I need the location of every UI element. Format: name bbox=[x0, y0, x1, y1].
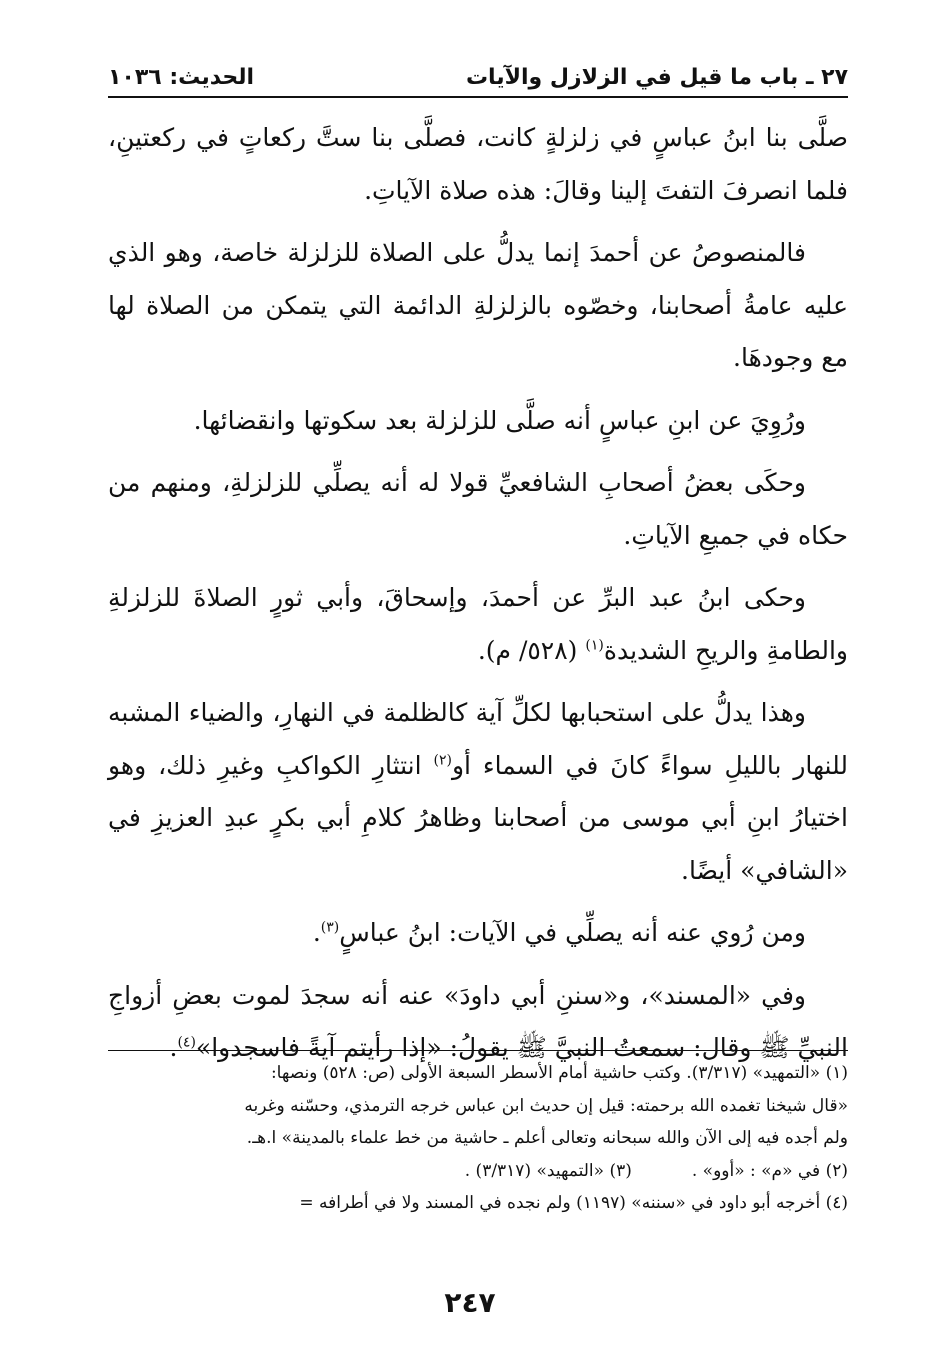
paragraph-2: فالمنصوصُ عن أحمدَ إنما يدلُّ على الصلاة للزلزلة خاصة، وهو الذي عليه عامةُ أصحابنا، وخصّوه بالزلزلةِ الدائمة التي يتمكن من الصلاة لها مع وجودهَا. bbox=[108, 238, 848, 372]
footnote-1-line-3: ولم أجده فيه إلى الآن والله سبحانه وتعالى أعلم ـ حاشية من خط علماء بالمدينة» ا.هـ. bbox=[246, 1128, 848, 1148]
footnote-1-line-1: (١) «التمهيد» (٣/٣١٧). وكتب حاشية أمام الأسطر السبعة الأولى (ص: ٥٢٨) ونصها: bbox=[270, 1063, 848, 1083]
manuscript-reference: (٥٢٨/ م). bbox=[477, 635, 578, 665]
footnote-2: (٢) في «م» : «أوو» . bbox=[691, 1160, 848, 1181]
footnotes bbox=[108, 1050, 848, 1220]
chapter-title: ٢٧ ـ باب ما قيل في الزلازل والآيات bbox=[465, 65, 848, 90]
paragraph-8-period: . bbox=[169, 1033, 178, 1062]
paragraph-8-text: وفي «المسند»، و«سننِ أبي داودَ» عنه أنه سجدَ لموت بعضِ أزواجِ النبيِّ ﷺ وقال: سمعتُ النبيَّ ﷺ يقولُ: «إذا رأيتم آيةً فاسجدوا» bbox=[108, 980, 848, 1062]
footnote-3: (٣) «التمهيد» (٣/٣١٧) . bbox=[464, 1160, 632, 1181]
paragraph-6-text-b: انتثارِ الكواكبِ وغيرِ ذلك، وهو اختيارُ ابنِ أبي موسى من أصحابنا وظاهرُ كلامِ أبي بكرٍ عبدِ العزيزِ في «الشافي» أيضًا. bbox=[108, 750, 848, 885]
paragraph-7-text: ومن رُوي عنه أنه يصلِّي في الآيات: ابنُ عباسٍ bbox=[339, 918, 806, 947]
hadith-number: الحديث: ١٠٣٦ bbox=[108, 65, 255, 90]
paragraph-6-text-a: وهذا يدلُّ على استحبابها لكلِّ آية كالظلمة في النهارِ، والضياء المشبه للنهار بالليلِ سواءً كانَ في السماء أو bbox=[108, 698, 848, 780]
paragraph-5-text: وحكى ابنُ عبد البرِّ عن أحمدَ، وإسحاقَ، وأبي ثورٍ الصلاةَ للزلزلةِ والطامةِ والريحِ الشديدة bbox=[108, 583, 848, 665]
page-number: ٢٤٧ bbox=[444, 1286, 496, 1319]
footnote-marker-3: (٣) bbox=[320, 919, 340, 936]
paragraph-1: صلَّى بنا ابنُ عباسٍ في زلزلةٍ كانت، فصلَّى بنا ستَّ ركعاتٍ في ركعتينِ، فلما انصرفَ التفتَ إلينا وقالَ: هذه صلاة الآياتِ. bbox=[108, 123, 848, 205]
body-text bbox=[108, 112, 848, 1085]
footnote-marker-1: (١) bbox=[585, 637, 604, 654]
footnote-marker-2: (٢) bbox=[433, 752, 452, 769]
footnote-row-2-3 bbox=[108, 1155, 848, 1188]
footnote-1-line-2: «قال شيخنا تغمده الله برحمته: قيل إن حديث ابن عباس خرجه الترمذي، وحسّنه وغربه bbox=[244, 1095, 848, 1116]
paragraph-7-period: . bbox=[312, 918, 321, 947]
running-header bbox=[108, 58, 848, 98]
paragraph-5 bbox=[108, 572, 848, 677]
paragraph-3: ورُوِيَ عن ابنِ عباسٍ أنه صلَّى للزلزلة بعد سكوتها وانقضائها. bbox=[193, 405, 806, 435]
footnote-4: (٤) أخرجه أبو داود في «سننه» (١١٩٧) ولم نجده في المسند ولا في أطرافه = bbox=[299, 1193, 848, 1213]
paragraph-4: وحكَى بعضُ أصحابِ الشافعيِّ قولا له أنه يصلِّي للزلزلةِ، ومنهم من حكاه في جميعِ الآياتِ. bbox=[108, 468, 848, 550]
footnote-marker-4: (٤) bbox=[177, 1034, 196, 1051]
paragraph-7 bbox=[108, 907, 848, 960]
paragraph-6 bbox=[108, 687, 848, 897]
